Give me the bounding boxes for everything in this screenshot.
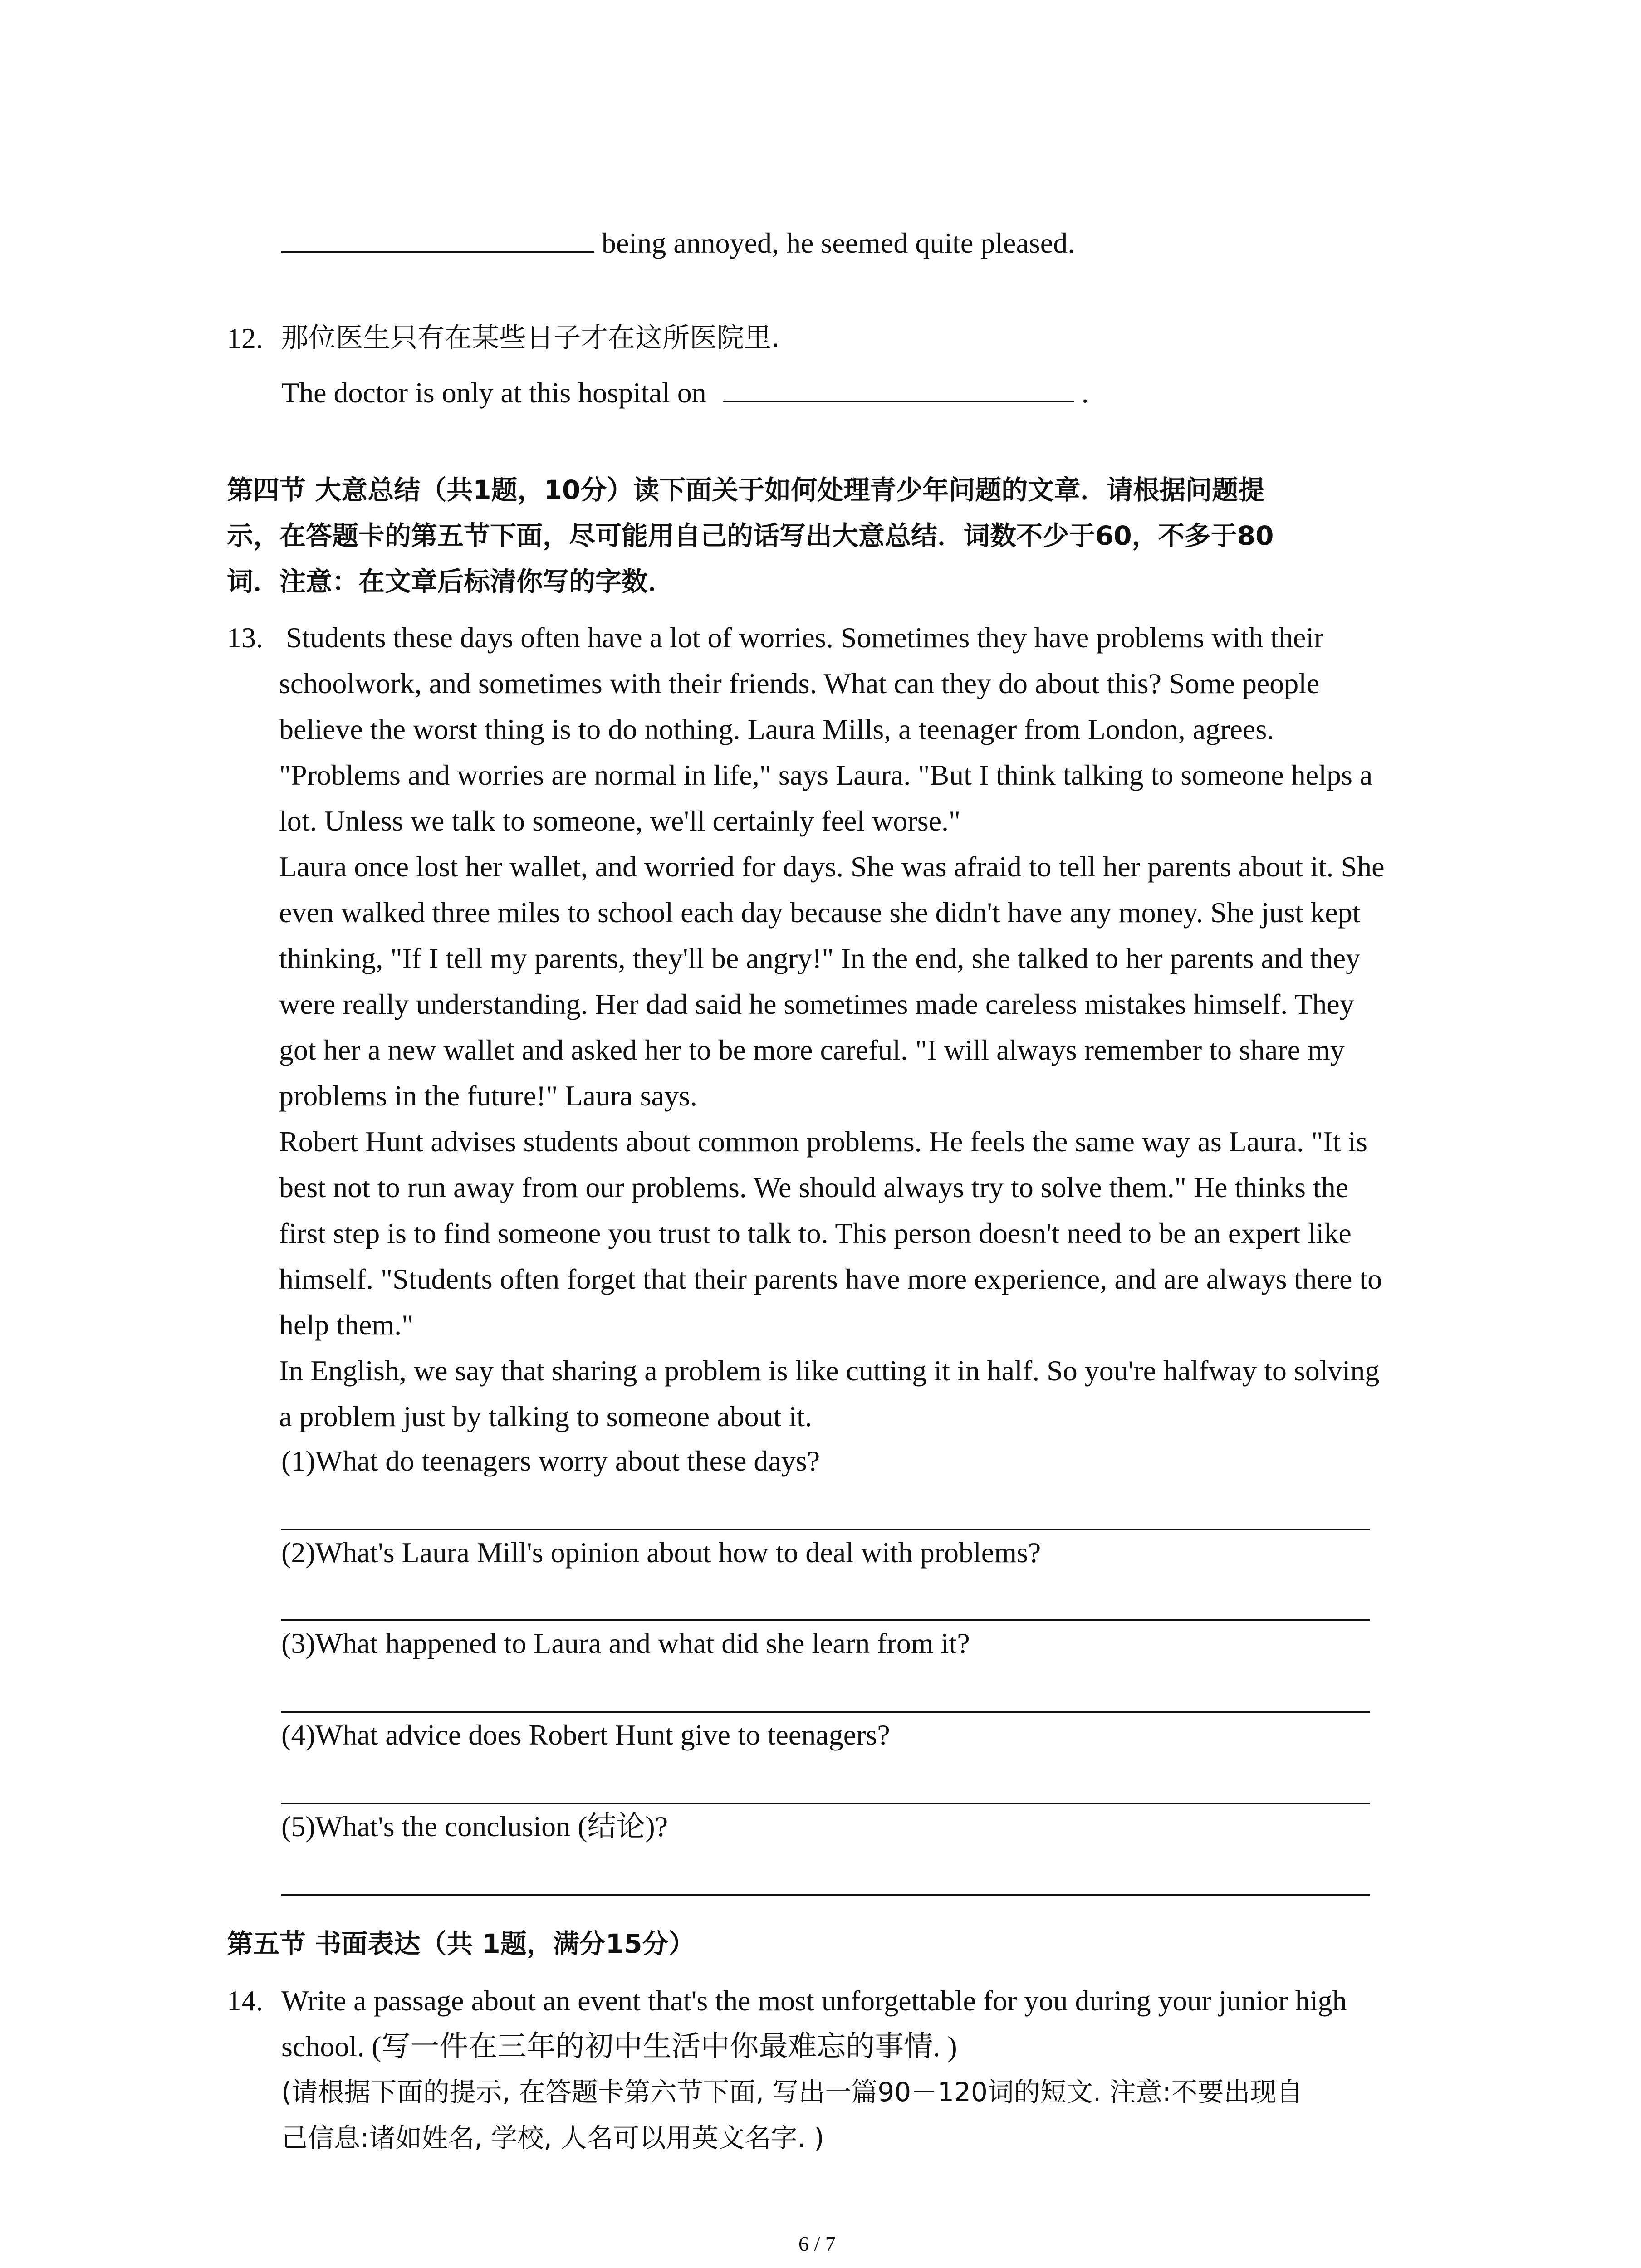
question-2: (2)What's Laura Mill's opinion about how to deal with problems? — [281, 1536, 1041, 1569]
passage-line: lot. Unless we talk to someone, we'll certainly feel worse." — [279, 805, 961, 837]
section4-heading-line3: 词．注意：在文章后标清你写的字数． — [227, 566, 675, 597]
question-1: (1)What do teenagers worry about these days? — [281, 1445, 820, 1477]
item12-english-line — [281, 370, 1089, 415]
answer-blank[interactable] — [281, 251, 594, 253]
passage-line: got her a new wallet and asked her to be more careful. "I will always remember to share my — [279, 1034, 1345, 1066]
passage-line: thinking, "If I tell my parents, they'll be angry!" In the end, she talked to her parents and they — [279, 942, 1361, 974]
passage-line: even walked three miles to school each day because she didn't have any money. She just kept — [279, 896, 1361, 929]
question-3: (3)What happened to Laura and what did she learn from it? — [281, 1627, 970, 1659]
passage-line: In English, we say that sharing a problem is like cutting it in half. So you're halfway to solving — [279, 1354, 1380, 1387]
section4-heading-line1: 第四节 大意总结（共1题，10分）读下面关于如何处理青少年问题的文章．请根据问题提 — [227, 474, 1265, 505]
item14-number: 14. — [227, 1984, 263, 2017]
item12-chinese: 那位医生只有在某些日子才在这所医院里. — [281, 322, 780, 354]
passage-line: Laura once lost her wallet, and worried for days. She was afraid to tell her parents about it. She — [279, 850, 1385, 883]
section5-heading: 第五节 书面表达（共 1题，满分15分） — [227, 1928, 695, 1959]
passage-line: problems in the future!" Laura says. — [279, 1080, 697, 1112]
passage-line: Students these days often have a lot of worries. Sometimes they have problems with their — [286, 621, 1324, 654]
page-number: 6 / 7 — [798, 2232, 836, 2255]
question-5: (5)What's the conclusion (结论)? — [281, 1810, 668, 1843]
item12-english: The doctor is only at this hospital on — [281, 376, 706, 409]
item12-number: 12. — [227, 322, 263, 354]
item14-line1: Write a passage about an event that's the most unforgettable for you during your junior high — [281, 1984, 1347, 2017]
item13-number: 13. — [227, 621, 263, 654]
passage-line: believe the worst thing is to do nothing. Laura Mills, a teenager from London, agrees. — [279, 713, 1274, 745]
item11-line — [281, 220, 1075, 266]
passage-line: Robert Hunt advises students about common problems. He feels the same way as Laura. "It is — [279, 1125, 1367, 1158]
passage-line: first step is to find someone you trust to talk to. This person doesn't need to be an expert like — [279, 1217, 1352, 1249]
passage-line: were really understanding. Her dad said he sometimes made careless mistakes himself. They — [279, 988, 1354, 1020]
item14-line4: 己信息:诸如姓名, 学校, 人名可以用英文名字. ) — [281, 2122, 824, 2153]
item14-line3: (请根据下面的提示, 在答题卡第六节下面, 写出一篇90－120词的短文. 注意:不要出现自 — [281, 2077, 1303, 2107]
passage-line: help them." — [279, 1309, 414, 1341]
passage-line: best not to run away from our problems. We should always try to solve them." He thinks the — [279, 1171, 1349, 1203]
passage-line: "Problems and worries are normal in life," says Laura. "But I think talking to someone helps a — [279, 759, 1373, 791]
answer-line-5[interactable] — [281, 1894, 1370, 1896]
item14-line2: school. (写一件在三年的初中生活中你最难忘的事情. ) — [281, 2030, 957, 2063]
passage-line: schoolwork, and sometimes with their friends. What can they do about this? Some people — [279, 667, 1320, 699]
item13-passage — [279, 615, 1468, 1439]
item12-period: . — [1081, 376, 1089, 409]
section4-heading-line2: 示，在答题卡的第五节下面，尽可能用自己的话写出大意总结．词数不少于60，不多于80 — [227, 520, 1274, 551]
item11-text: being annoyed, he seemed quite pleased. — [602, 227, 1075, 259]
passage-line: a problem just by talking to someone about it. — [279, 1400, 812, 1432]
answer-blank[interactable] — [723, 401, 1074, 402]
passage-line: himself. "Students often forget that their parents have more experience, and are always there to — [279, 1263, 1382, 1295]
question-4: (4)What advice does Robert Hunt give to teenagers? — [281, 1719, 890, 1751]
